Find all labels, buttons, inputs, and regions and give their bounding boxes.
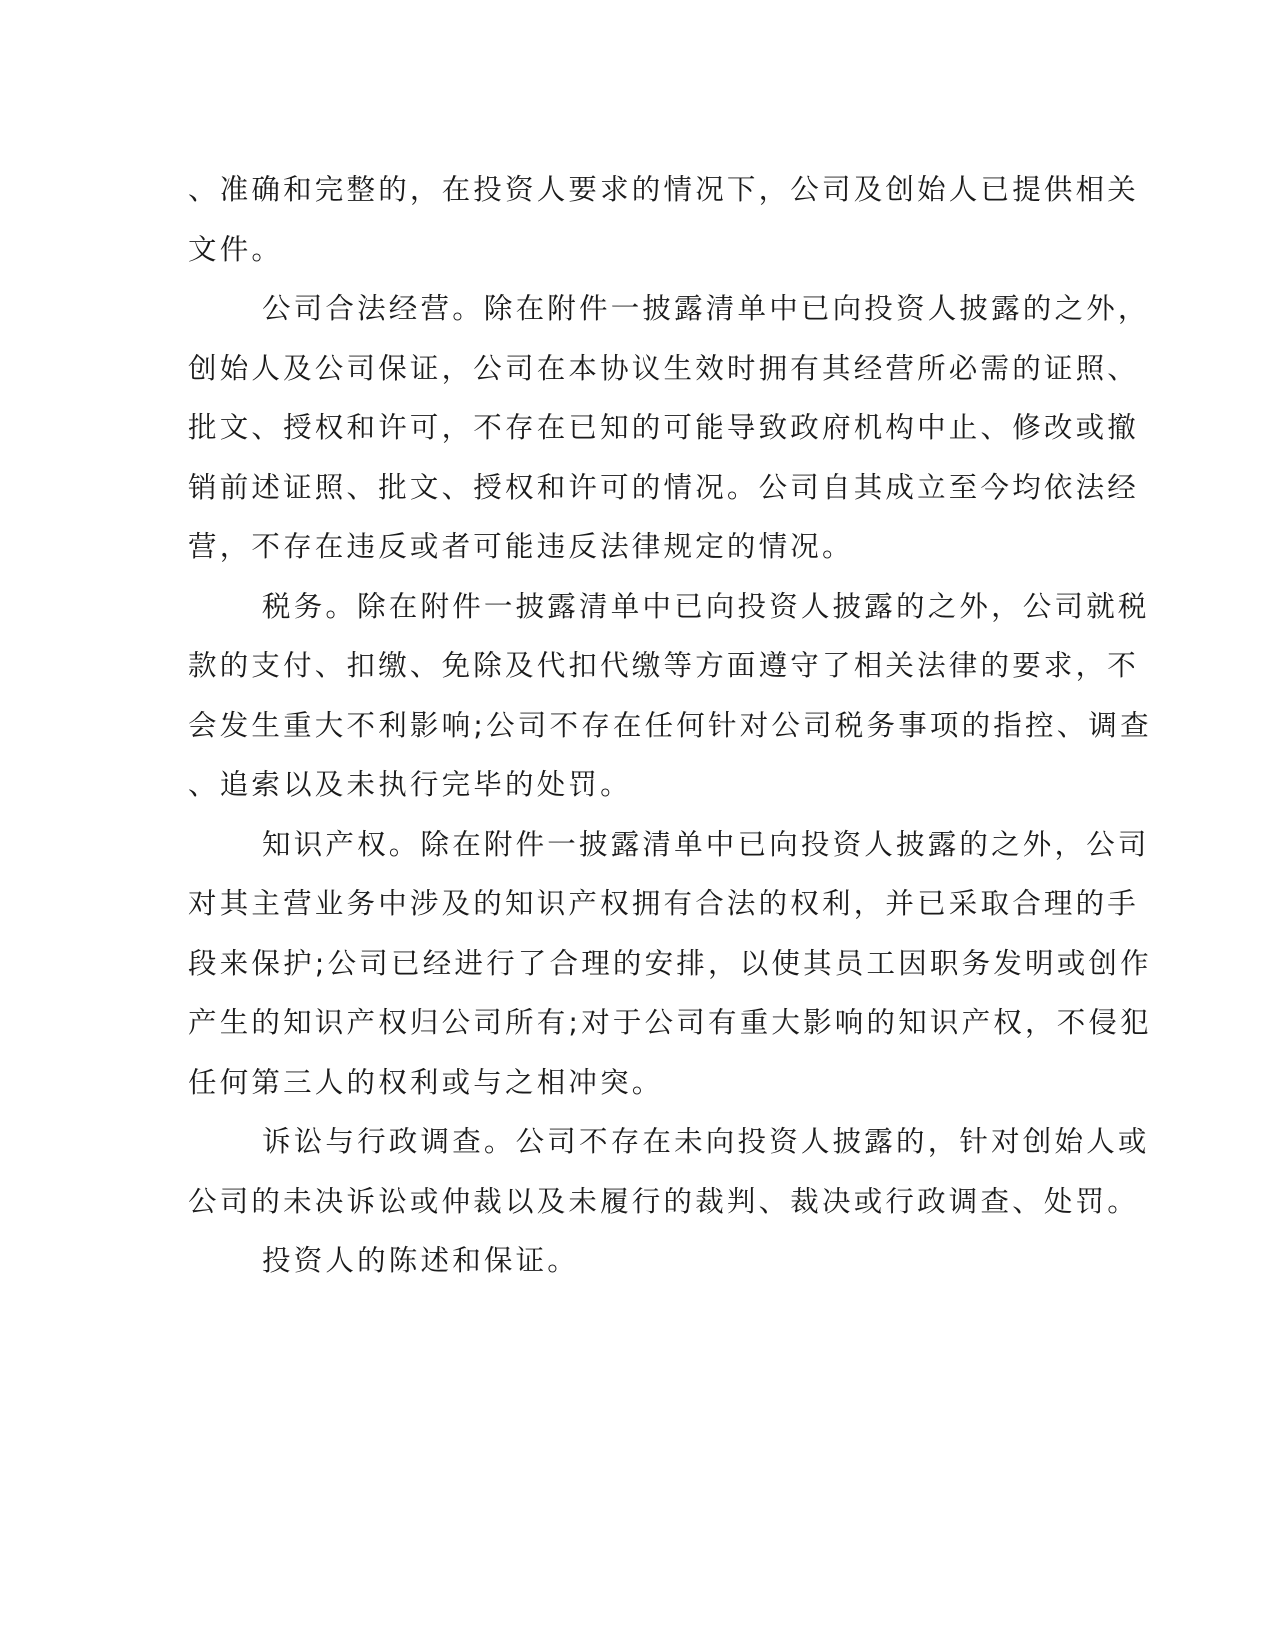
- text-line: 产生的知识产权归公司所有;对于公司有重大影响的知识产权，不侵犯: [188, 1006, 1152, 1039]
- text-line: 会发生重大不利影响;公司不存在任何针对公司税务事项的指控、调查: [188, 708, 1152, 742]
- document-body: [188, 160, 1152, 1291]
- paragraph-start-line: 投资人的陈述和保证。: [262, 1244, 580, 1277]
- text-line: 文件。: [188, 232, 284, 266]
- paragraph-start-line: 诉讼与行政调查。公司不存在未向投资人披露的，针对创始人或: [262, 1125, 1150, 1158]
- paragraph-start-line: 税务。除在附件一披露清单中已向投资人披露的之外，公司就税: [262, 589, 1150, 623]
- text-line: 营，不存在违反或者可能违反法律规定的情况。: [188, 530, 854, 563]
- text-line: 销前述证照、批文、授权和许可的情况。公司自其成立至今均依法经: [188, 470, 1140, 504]
- paragraph-start-line: 知识产权。除在附件一披露清单中已向投资人披露的之外，公司: [262, 827, 1150, 861]
- text-line: 、准确和完整的，在投资人要求的情况下，公司及创始人已提供相关: [188, 173, 1140, 206]
- text-line: 、追索以及未执行完毕的处罚。: [188, 768, 632, 801]
- text-line: 款的支付、扣缴、免除及代扣代缴等方面遵守了相关法律的要求，不: [188, 649, 1140, 682]
- text-line: 公司的未决诉讼或仲裁以及未履行的裁判、裁决或行政调查、处罚。: [188, 1184, 1140, 1218]
- text-line: 任何第三人的权利或与之相冲突。: [188, 1065, 664, 1099]
- text-line: 段来保护;公司已经进行了合理的安排，以使其员工因职务发明或创作: [188, 946, 1152, 980]
- text-line: 创始人及公司保证，公司在本协议生效时拥有其经营所必需的证照、: [188, 351, 1140, 385]
- text-line: 对其主营业务中涉及的知识产权拥有合法的权利，并已采取合理的手: [188, 887, 1140, 920]
- paragraph-start-line: 公司合法经营。除在附件一披露清单中已向投资人披露的之外，: [262, 292, 1150, 325]
- text-line: 批文、授权和许可，不存在已知的可能导致政府机构中止、修改或撤: [188, 411, 1140, 444]
